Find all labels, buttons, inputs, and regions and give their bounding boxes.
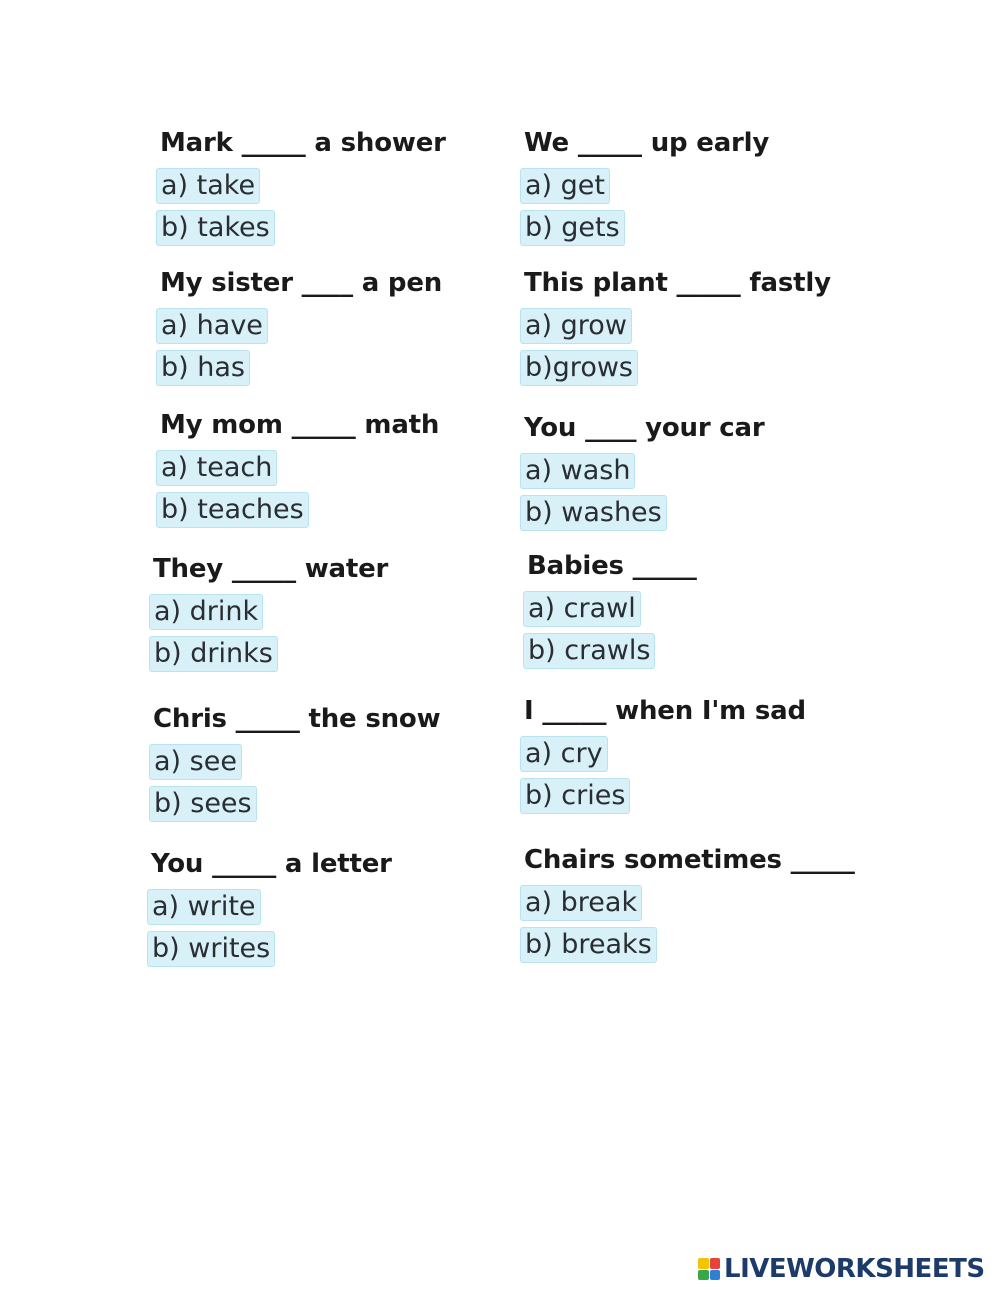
question-10 [524, 696, 924, 831]
question-9 [153, 704, 553, 839]
question-stem: They _____ water [153, 554, 389, 584]
option-a[interactable]: a) teach [156, 450, 277, 486]
option-a[interactable]: a) see [149, 744, 242, 780]
option-a[interactable]: a) wash [520, 453, 635, 489]
question-12 [524, 845, 924, 980]
question-stem: You ____ your car [524, 413, 765, 443]
logo-text: LIVEWORKSHEETS [724, 1254, 985, 1284]
question-8 [527, 551, 927, 686]
option-a[interactable]: a) get [520, 168, 610, 204]
question-stem: We _____ up early [524, 128, 770, 158]
liveworksheets-logo[interactable] [698, 1252, 985, 1286]
question-stem: This plant _____ fastly [524, 268, 831, 298]
question-stem: Chris _____ the snow [153, 704, 441, 734]
question-stem: Chairs sometimes _____ [524, 845, 855, 875]
option-b[interactable]: b) gets [520, 210, 625, 246]
option-a[interactable]: a) grow [520, 308, 632, 344]
question-3 [160, 268, 560, 403]
option-b[interactable]: b) washes [520, 495, 667, 531]
question-stem: My mom _____ math [160, 410, 440, 440]
question-7 [153, 554, 553, 689]
question-stem: Babies _____ [527, 551, 697, 581]
question-4 [524, 268, 924, 403]
option-b[interactable]: b) cries [520, 778, 630, 814]
option-b[interactable]: b)grows [520, 350, 638, 386]
question-stem: I _____ when I'm sad [524, 696, 806, 726]
question-5 [160, 410, 560, 545]
option-b[interactable]: b) takes [156, 210, 275, 246]
option-b[interactable]: b) drinks [149, 636, 278, 672]
option-b[interactable]: b) breaks [520, 927, 657, 963]
option-b[interactable]: b) sees [149, 786, 257, 822]
option-b[interactable]: b) has [156, 350, 250, 386]
question-stem: My sister ____ a pen [160, 268, 443, 298]
option-a[interactable]: a) cry [520, 736, 608, 772]
option-a[interactable]: a) take [156, 168, 260, 204]
question-stem: Mark _____ a shower [160, 128, 446, 158]
question-1 [160, 128, 560, 263]
option-b[interactable]: b) crawls [523, 633, 655, 669]
question-6 [524, 413, 924, 548]
option-a[interactable]: a) crawl [523, 591, 641, 627]
liveworksheets-logo-icon [698, 1258, 720, 1280]
option-a[interactable]: a) break [520, 885, 642, 921]
option-b[interactable]: b) teaches [156, 492, 309, 528]
option-a[interactable]: a) write [147, 889, 261, 925]
option-a[interactable]: a) have [156, 308, 268, 344]
option-b[interactable]: b) writes [147, 931, 275, 967]
option-a[interactable]: a) drink [149, 594, 263, 630]
question-11 [151, 849, 551, 984]
question-2 [524, 128, 924, 263]
question-stem: You _____ a letter [151, 849, 392, 879]
